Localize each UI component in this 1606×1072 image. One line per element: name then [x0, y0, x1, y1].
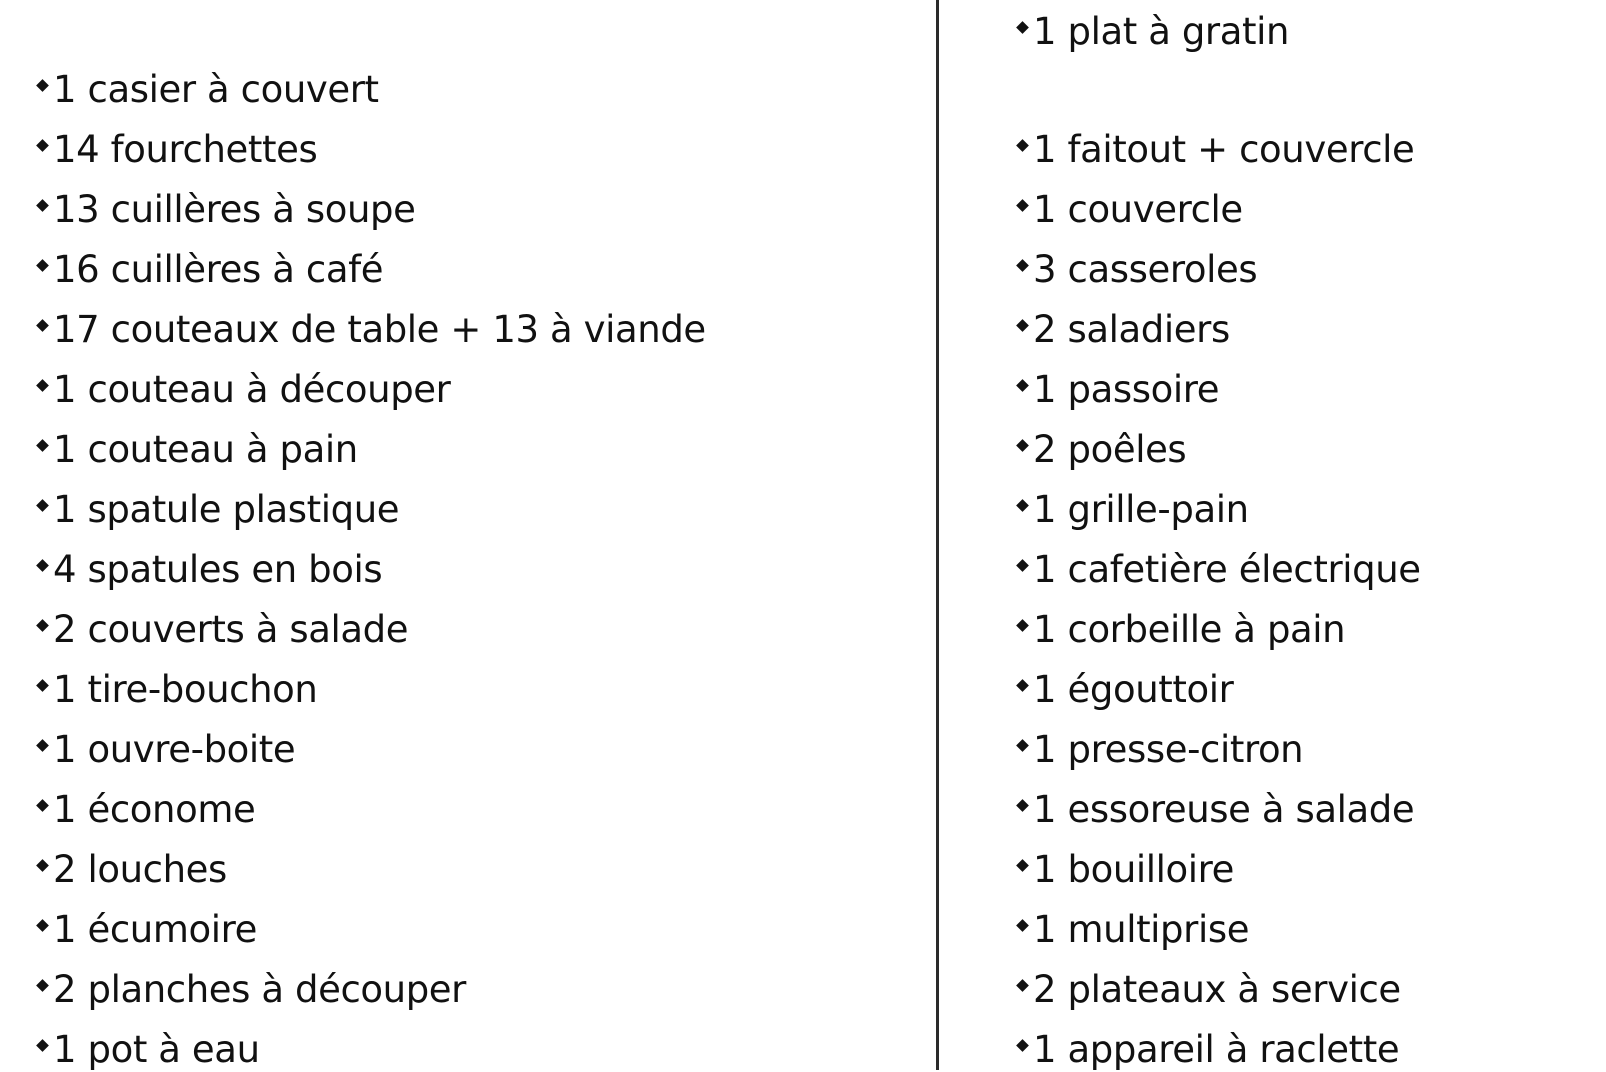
list-item-text: 2 saladiers — [1033, 308, 1230, 351]
list-item — [38, 668, 317, 712]
diamond-bullet-icon — [1016, 559, 1029, 572]
list-item — [1018, 728, 1303, 772]
list-item — [1018, 128, 1414, 172]
list-item-text: 16 cuillères à café — [53, 248, 384, 291]
list-item — [38, 308, 706, 352]
diamond-bullet-icon — [1016, 859, 1029, 872]
list-item-text: 1 presse-citron — [1033, 728, 1304, 771]
list-item — [38, 248, 383, 292]
diamond-bullet-icon — [1016, 259, 1029, 272]
list-item-text: 1 grille-pain — [1033, 488, 1249, 531]
list-item — [38, 848, 227, 892]
diamond-bullet-icon — [1016, 439, 1029, 452]
diamond-bullet-icon — [1016, 799, 1029, 812]
list-item-text: 1 appareil à raclette — [1033, 1028, 1400, 1071]
diamond-bullet-icon — [1016, 739, 1029, 752]
list-item-text: 1 économe — [53, 788, 256, 831]
column-divider — [936, 0, 939, 1070]
list-item — [38, 908, 257, 952]
list-item — [1018, 908, 1249, 952]
list-item-text: 1 ouvre-boite — [53, 728, 296, 771]
diamond-bullet-icon — [1016, 319, 1029, 332]
diamond-bullet-icon — [1016, 979, 1029, 992]
list-item-text: 4 spatules en bois — [53, 548, 383, 591]
list-item-text: 1 couteau à découper — [53, 368, 451, 411]
list-item — [38, 128, 317, 172]
diamond-bullet-icon — [1016, 379, 1029, 392]
list-item-text: 1 faitout + couvercle — [1033, 128, 1415, 171]
diamond-bullet-icon — [36, 79, 49, 92]
list-item-text: 2 planches à découper — [53, 968, 466, 1011]
diamond-bullet-icon — [36, 259, 49, 272]
list-item-text: 1 casier à couvert — [53, 68, 379, 111]
list-item — [38, 728, 295, 772]
diamond-bullet-icon — [36, 619, 49, 632]
list-item-text: 3 casseroles — [1033, 248, 1258, 291]
diamond-bullet-icon — [36, 199, 49, 212]
list-item-text: 1 bouilloire — [1033, 848, 1234, 891]
diamond-bullet-icon — [1016, 919, 1029, 932]
list-item — [1018, 788, 1414, 832]
list-item — [38, 788, 255, 832]
list-item-text: 1 essoreuse à salade — [1033, 788, 1415, 831]
list-item — [38, 1028, 260, 1072]
list-item — [1018, 668, 1233, 712]
diamond-bullet-icon — [36, 799, 49, 812]
diamond-bullet-icon — [1016, 679, 1029, 692]
list-item-text: 1 égouttoir — [1033, 668, 1234, 711]
list-item-text: 1 couteau à pain — [53, 428, 358, 471]
list-item-text: 1 spatule plastique — [53, 488, 400, 531]
list-item-text: 1 corbeille à pain — [1033, 608, 1346, 651]
diamond-bullet-icon — [36, 919, 49, 932]
list-item — [1018, 188, 1243, 232]
list-item — [1018, 488, 1249, 532]
diamond-bullet-icon — [36, 679, 49, 692]
list-item — [1018, 968, 1401, 1012]
diamond-bullet-icon — [36, 559, 49, 572]
list-item — [1018, 308, 1230, 352]
list-item — [38, 548, 382, 592]
diamond-bullet-icon — [36, 379, 49, 392]
diamond-bullet-icon — [36, 739, 49, 752]
diamond-bullet-icon — [1016, 499, 1029, 512]
diamond-bullet-icon — [1016, 1039, 1029, 1052]
diamond-bullet-icon — [36, 439, 49, 452]
list-item-text: 1 passoire — [1033, 368, 1220, 411]
list-item-text: 13 cuillères à soupe — [53, 188, 416, 231]
list-item — [1018, 10, 1289, 54]
diamond-bullet-icon — [36, 979, 49, 992]
list-item-text: 1 tire-bouchon — [53, 668, 318, 711]
list-item — [1018, 1028, 1399, 1072]
diamond-bullet-icon — [1016, 199, 1029, 212]
list-item-text: 1 multiprise — [1033, 908, 1250, 951]
list-item — [38, 608, 408, 652]
list-item — [1018, 608, 1345, 652]
list-item — [1018, 248, 1257, 292]
list-item-text: 2 louches — [53, 848, 227, 891]
list-item-text: 1 pot à eau — [53, 1028, 260, 1071]
list-item-text: 1 écumoire — [53, 908, 257, 951]
list-item — [1018, 848, 1234, 892]
list-item — [38, 368, 450, 412]
diamond-bullet-icon — [36, 859, 49, 872]
list-item — [1018, 428, 1186, 472]
diamond-bullet-icon — [36, 1039, 49, 1052]
list-item — [1018, 548, 1421, 592]
list-item-text: 1 cafetière électrique — [1033, 548, 1421, 591]
list-item-text: 14 fourchettes — [53, 128, 318, 171]
list-item — [38, 68, 379, 112]
list-item-text: 1 plat à gratin — [1033, 10, 1290, 53]
diamond-bullet-icon — [36, 319, 49, 332]
diamond-bullet-icon — [36, 499, 49, 512]
list-item — [38, 968, 466, 1012]
diamond-bullet-icon — [1016, 619, 1029, 632]
diamond-bullet-icon — [1016, 139, 1029, 152]
list-item-text: 2 plateaux à service — [1033, 968, 1401, 1011]
list-item-text: 17 couteaux de table + 13 à viande — [53, 308, 706, 351]
diamond-bullet-icon — [36, 139, 49, 152]
diamond-bullet-icon — [1016, 21, 1029, 34]
list-item-text: 2 couverts à salade — [53, 608, 409, 651]
list-item — [1018, 368, 1219, 412]
list-item — [38, 188, 416, 232]
list-item — [38, 428, 358, 472]
list-item — [38, 488, 399, 532]
list-item-text: 2 poêles — [1033, 428, 1187, 471]
list-item-text: 1 couvercle — [1033, 188, 1243, 231]
